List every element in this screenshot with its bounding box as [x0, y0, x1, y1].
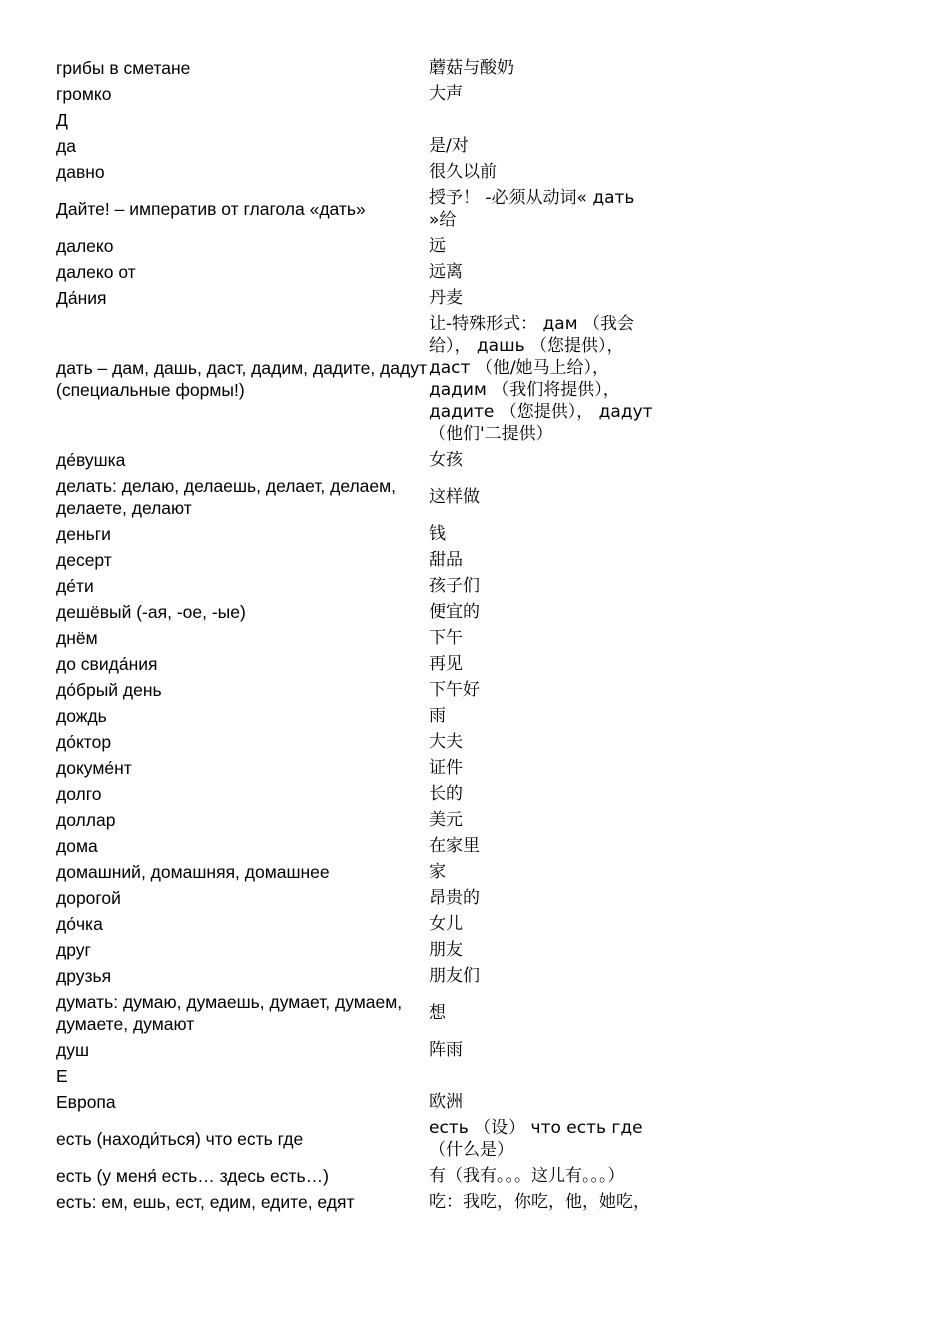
- chinese-translation: 有（我有。。。这儿有。。。）: [429, 1166, 625, 1186]
- vocab-row: [56, 159, 676, 185]
- russian-term: докуме́нт: [56, 758, 132, 778]
- chinese-translation: 想: [429, 1003, 446, 1023]
- chinese-translation: 远离: [429, 262, 463, 282]
- russian-term: друзья: [56, 966, 112, 986]
- letter-heading: Д: [56, 110, 68, 130]
- vocabulary-list: [56, 55, 676, 1215]
- vocab-row: [56, 703, 676, 729]
- chinese-translation: 便宜的: [429, 602, 480, 622]
- vocab-row: [56, 833, 676, 859]
- russian-term: делать: делаю, делаешь, делает, делаем, делаете, делают: [56, 476, 397, 518]
- russian-term: Европа: [56, 1092, 116, 1112]
- russian-term: дать – дам, дашь, даст, дадим, дадите, дадут (специальные формы!): [56, 358, 427, 400]
- chinese-translation: 再见: [429, 654, 463, 674]
- vocab-row: [56, 651, 676, 677]
- chinese-translation: 大声: [429, 84, 463, 104]
- russian-term: до́ктор: [56, 732, 112, 752]
- vocab-row: [56, 233, 676, 259]
- russian-term: до́чка: [56, 914, 103, 934]
- russian-term: друг: [56, 940, 91, 960]
- russian-term: дома: [56, 836, 98, 856]
- russian-term: грибы в сметане: [56, 58, 191, 78]
- vocab-row: [56, 885, 676, 911]
- russian-term: до́брый день: [56, 680, 162, 700]
- vocab-row: [56, 755, 676, 781]
- vocab-row: [56, 133, 676, 159]
- vocab-row: [56, 259, 676, 285]
- russian-term: Дайте! – императив от глагола «дать»: [56, 199, 366, 219]
- russian-term: Да́ния: [56, 288, 107, 308]
- vocab-row: [56, 1037, 676, 1063]
- chinese-translation: 下午好: [429, 680, 480, 700]
- vocab-row: [56, 963, 676, 989]
- vocab-row: [56, 81, 676, 107]
- vocab-row: [56, 311, 676, 447]
- vocab-row: [56, 911, 676, 937]
- vocab-row: [56, 625, 676, 651]
- vocab-row: [56, 547, 676, 573]
- chinese-translation: 孩子们: [429, 576, 480, 596]
- chinese-translation: 雨: [429, 706, 446, 726]
- vocab-row: [56, 1089, 676, 1115]
- vocab-row: [56, 473, 676, 521]
- chinese-translation: 远: [429, 236, 446, 256]
- vocab-row: [56, 807, 676, 833]
- vocab-row: [56, 1189, 676, 1215]
- russian-term: далеко: [56, 236, 114, 256]
- chinese-translation: 甜品: [429, 550, 463, 570]
- russian-term: де́вушка: [56, 450, 126, 470]
- vocab-row: [56, 1163, 676, 1189]
- russian-term: думать: думаю, думаешь, думает, думаем, думаете, думают: [56, 992, 403, 1034]
- russian-term: да: [56, 136, 76, 156]
- chinese-translation: 钱: [429, 524, 446, 544]
- russian-term: далеко от: [56, 262, 136, 282]
- letter-heading-row: [56, 107, 676, 133]
- vocab-row: [56, 55, 676, 81]
- russian-term: деньги: [56, 524, 111, 544]
- russian-term: десерт: [56, 550, 112, 570]
- russian-term: домашний, домашняя, домашнее: [56, 862, 330, 882]
- vocab-row: [56, 599, 676, 625]
- chinese-translation: 女孩: [429, 450, 463, 470]
- russian-term: дождь: [56, 706, 107, 726]
- russian-term: до свида́ния: [56, 654, 158, 674]
- vocab-row: [56, 937, 676, 963]
- vocab-row: [56, 573, 676, 599]
- russian-term: громко: [56, 84, 112, 104]
- vocab-row: [56, 521, 676, 547]
- chinese-translation: 在家里: [429, 836, 480, 856]
- chinese-translation: есть （设） что есть где （什么是）: [429, 1118, 643, 1160]
- letter-heading: Е: [56, 1066, 68, 1086]
- chinese-translation: 是/对: [429, 136, 469, 156]
- chinese-translation: 很久以前: [429, 162, 497, 182]
- chinese-translation: 欧洲: [429, 1092, 463, 1112]
- vocab-row: [56, 185, 676, 233]
- vocab-row: [56, 859, 676, 885]
- chinese-translation: 朋友: [429, 940, 463, 960]
- chinese-translation: 女儿: [429, 914, 463, 934]
- russian-term: дорогой: [56, 888, 121, 908]
- chinese-translation: 家: [429, 862, 446, 882]
- chinese-translation: 美元: [429, 810, 463, 830]
- russian-term: де́ти: [56, 576, 94, 596]
- chinese-translation: 这样做: [429, 487, 480, 507]
- chinese-translation: 下午: [429, 628, 463, 648]
- chinese-translation: 朋友们: [429, 966, 480, 986]
- chinese-translation: 昂贵的: [429, 888, 480, 908]
- chinese-translation: 证件: [429, 758, 463, 778]
- russian-term: доллар: [56, 810, 116, 830]
- chinese-translation: 阵雨: [429, 1040, 463, 1060]
- russian-term: днём: [56, 628, 98, 648]
- vocab-row: [56, 447, 676, 473]
- chinese-translation: 让-特殊形式： дам （我会给）， дашь （您提供）， даст （他/她马上给）， дадим （我们将提供）， дадите （您提供）， дадут （他们'二提供）: [429, 314, 653, 444]
- vocab-row: [56, 781, 676, 807]
- vocab-row: [56, 677, 676, 703]
- chinese-translation: 授予！ -必须从动词« дать »给: [429, 188, 635, 230]
- vocab-row: [56, 1115, 676, 1163]
- russian-term: долго: [56, 784, 102, 804]
- letter-heading-row: [56, 1063, 676, 1089]
- russian-term: есть (у меня́ есть… здесь есть…): [56, 1166, 329, 1186]
- vocab-row: [56, 285, 676, 311]
- russian-term: давно: [56, 162, 105, 182]
- chinese-translation: 吃：我吃，你吃，他，她吃，: [429, 1192, 650, 1212]
- vocab-row: [56, 989, 676, 1037]
- russian-term: душ: [56, 1040, 90, 1060]
- russian-term: есть (находи́ться) что есть где: [56, 1129, 304, 1149]
- chinese-translation: 蘑菇与酸奶: [429, 58, 514, 78]
- vocab-row: [56, 729, 676, 755]
- russian-term: есть: ем, ешь, ест, едим, едите, едят: [56, 1192, 355, 1212]
- russian-term: дешёвый (-ая, -ое, -ые): [56, 602, 246, 622]
- chinese-translation: 丹麦: [429, 288, 463, 308]
- chinese-translation: 大夫: [429, 732, 463, 752]
- chinese-translation: 长的: [429, 784, 463, 804]
